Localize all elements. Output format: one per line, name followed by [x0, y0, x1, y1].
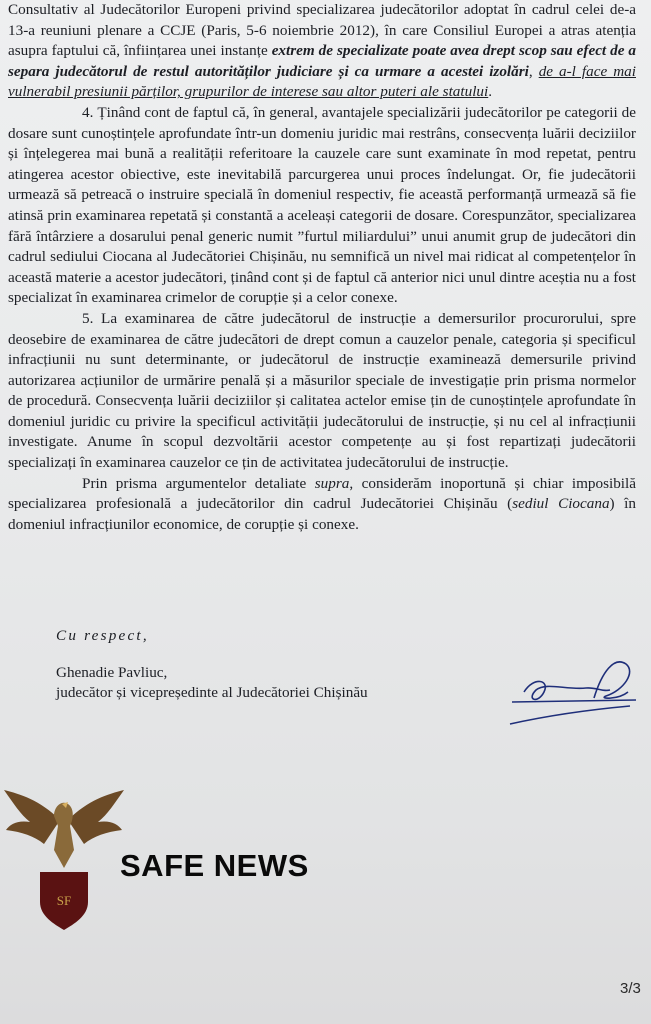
conclusion-supra: supra: [314, 474, 350, 492]
eagle-shield-icon: [0, 780, 130, 940]
conclusion-text-2: , considerăm inoportună și chiar imposibilă specializarea profesională a judecătorilor din cadrul Judecătoriei Chișinău (: [8, 474, 636, 513]
intro-separator: ,: [528, 62, 539, 80]
intro-emphasis: extrem de specializate poate avea drept scop sau efect de a separa judecătorul de restul autorităților judiciare și ca urmare a acestei izolări: [8, 42, 636, 80]
brand-news: NEWS: [213, 848, 309, 883]
brand-watermark: [120, 848, 309, 884]
intro-text: Consultativ al Judecătorilor Europeni privind specializarea judecătorilor adoptat în cadrul celei de-a 13-a reuniuni plenare a CCJE (Paris, 5-6 noiembrie 2012), în care Consiliul Europei a atras atenția asupra faptului că, înființarea unei instanțe: [8, 1, 636, 60]
paragraph-5: 5. La examinarea de către judecătorul de instrucție a demersurilor procurorului, spre deosebire de examinarea de către judecători de drept comun a cauzelor penale, categoria și specificul infracțiunii nu sunt determinante, or judecătorul de instrucție examinează demersurile privind autorizarea acțiunilor de urmărire penală și a măsurilor speciale de investigație prin prisma normelor de procedură. Consecvența luării deciziilor și calitatea actelor emise țin de cunoștințele aprofundate în domeniul juridic cu privire la specificul activității judecătorului de instrucție, și nu cel al infracțiunii investigate. Anume în scopul dezvoltării acestor competențe au și fost repartizați judecătorii specializați în examinarea cauzelor ce țin de activitatea judecătorului de instrucție.: [8, 309, 636, 472]
conclusion-end: ) în domeniul infracțiunilor economice, de corupție și conexe.: [8, 495, 636, 533]
conclusion-sediul: sediul Ciocana: [512, 495, 610, 513]
brand-safe: SAFE: [120, 848, 214, 883]
closing-greeting: Cu respect,: [56, 627, 149, 644]
intro-underlined: de a-l face mai vulnerabil presiunii părților, grupurilor de interese sau altor puteri ale statului: [8, 62, 636, 101]
intro-end: .: [488, 83, 493, 101]
page-number: 3/3: [620, 980, 641, 997]
signatory-name: Ghenadie Pavliuc,: [56, 663, 168, 681]
conclusion-paragraph: [8, 474, 636, 536]
closing-block: [56, 626, 368, 704]
conclusion-text: Prin prisma argumentelor detaliate: [82, 474, 315, 492]
signatory-title: judecător și vicepreședinte al Judecătoriei Chișinău: [56, 684, 368, 702]
intro-paragraph: [8, 0, 636, 103]
logo-initials: SF: [56, 893, 72, 908]
paragraph-4: 4. Ținând cont de faptul că, în general, avantajele specializării judecătorilor pe categorii de dosare sunt cunoștințele aprofundate într-un domeniu juridic mai restrâns, consecvența luării deciziilor și înțelegerea mai bună a realității referitoare la cauzele care sunt examinate în mod repetat, pentru atingerea acestor obiective, este inevitabilă parcurgerea unui proces îndelungat. Or, fie judecătorii urmează să petreacă o instruire specială în domeniul respectiv, fie această performanță urmează să fie atinsă prin examinarea repetată și constantă a aceleași categorii de dosare. Corespunzător, specializarea fără întârziere a dosarului penal generic numit ”furtul miliardului” unui anumit grup de judecători din cadrul sediului Ciocana al Judecătoriei Chișinău, nu semnifică un nivel mai ridicat al competențelor în această materie a acestor judecători, ținând cont și de faptul că anterior nici unul dintre aceștia nu a fost specializat în examinarea crimelor de corupție și a celor conexe.: [8, 103, 636, 307]
document-body: [8, 0, 636, 535]
handwritten-signature: [506, 652, 640, 732]
